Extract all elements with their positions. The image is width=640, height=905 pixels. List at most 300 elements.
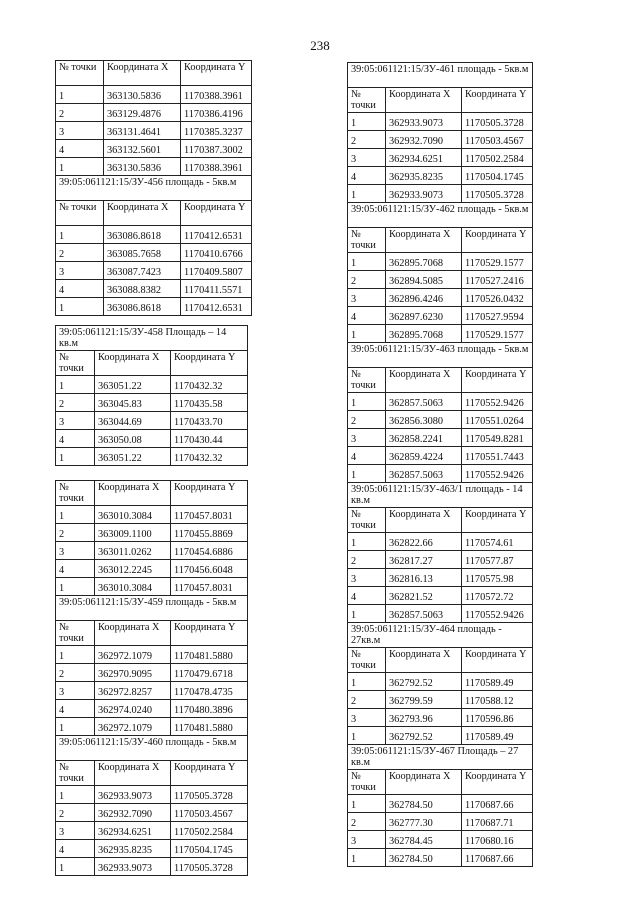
cell-coordinate-x: 363051.22	[95, 448, 171, 466]
cell-coordinate-x: 362972.8257	[95, 682, 171, 700]
cell-point-number: 4	[56, 560, 95, 578]
table-caption: 39:05:061121:15/ЗУ-463/1 площадь - 14 кв.м	[348, 483, 533, 508]
table-header-row	[348, 368, 533, 393]
table-row	[348, 605, 533, 623]
cell-point-number: 1	[56, 376, 95, 394]
header-coordinate-x: Координата X	[386, 508, 462, 533]
cell-coordinate-y: 1170411.5571	[181, 280, 252, 298]
table-caption-row	[56, 326, 248, 351]
table-row	[348, 447, 533, 465]
table-caption-row	[348, 203, 533, 228]
cell-point-number: 1	[56, 86, 104, 104]
cell-coordinate-y: 1170549.8281	[462, 429, 533, 447]
table-row	[56, 448, 248, 466]
table-row	[348, 465, 533, 483]
table-row	[348, 411, 533, 429]
header-coordinate-y: Координата Y	[462, 228, 533, 253]
header-point-number: № точки	[348, 770, 386, 795]
table-caption: 39:05:061121:15/ЗУ-464 площадь - 27кв.м	[348, 623, 533, 648]
cell-coordinate-x: 362933.9073	[386, 113, 462, 131]
table-row	[56, 542, 248, 560]
table-row	[56, 700, 248, 718]
table-row	[56, 786, 248, 804]
cell-point-number: 2	[348, 551, 386, 569]
cell-coordinate-y: 1170502.2584	[462, 149, 533, 167]
cell-coordinate-y: 1170680.16	[462, 831, 533, 849]
cell-coordinate-x: 363010.3084	[95, 578, 171, 596]
header-coordinate-x: Координата X	[95, 761, 171, 786]
cell-coordinate-y: 1170432.32	[171, 448, 248, 466]
header-coordinate-x: Координата X	[95, 351, 171, 376]
table-row	[56, 822, 248, 840]
table-header-row	[348, 508, 533, 533]
table-row	[348, 149, 533, 167]
header-coordinate-x: Координата X	[95, 621, 171, 646]
cell-point-number: 1	[348, 727, 386, 745]
cell-coordinate-x: 363129.4876	[104, 104, 181, 122]
cell-coordinate-y: 1170504.1745	[462, 167, 533, 185]
cell-coordinate-x: 362896.4246	[386, 289, 462, 307]
table-row	[348, 551, 533, 569]
cell-point-number: 3	[56, 412, 95, 430]
cell-coordinate-y: 1170430.44	[171, 430, 248, 448]
header-coordinate-x: Координата X	[386, 770, 462, 795]
cell-coordinate-x: 362816.13	[386, 569, 462, 587]
cell-coordinate-x: 363131.4641	[104, 122, 181, 140]
cell-coordinate-y: 1170481.5880	[171, 718, 248, 736]
cell-coordinate-x: 363088.8382	[104, 280, 181, 298]
cell-coordinate-x: 362934.6251	[386, 149, 462, 167]
cell-point-number: 1	[56, 158, 104, 176]
cell-coordinate-y: 1170479.6718	[171, 664, 248, 682]
cell-coordinate-y: 1170505.3728	[462, 185, 533, 203]
cell-point-number: 1	[56, 226, 104, 244]
table-caption: 39:05:061121:15/ЗУ-467 Площадь – 27 кв.м	[348, 745, 533, 770]
cell-coordinate-y: 1170687.66	[462, 849, 533, 867]
table-row	[56, 244, 252, 262]
cell-coordinate-x: 363132.5601	[104, 140, 181, 158]
table-row	[56, 430, 248, 448]
table-row	[348, 253, 533, 271]
cell-coordinate-x: 362817.27	[386, 551, 462, 569]
table-header-row	[348, 770, 533, 795]
table-row	[56, 280, 252, 298]
table-row	[348, 691, 533, 709]
cell-point-number: 1	[56, 298, 104, 316]
cell-coordinate-x: 362821.52	[386, 587, 462, 605]
cell-coordinate-y: 1170388.3961	[181, 158, 252, 176]
table-row	[56, 86, 252, 104]
cell-coordinate-x: 363085.7658	[104, 244, 181, 262]
cell-coordinate-x: 362894.5085	[386, 271, 462, 289]
cell-point-number: 1	[348, 465, 386, 483]
header-coordinate-y: Координата Y	[462, 368, 533, 393]
cell-coordinate-x: 363011.0262	[95, 542, 171, 560]
cell-coordinate-y: 1170388.3961	[181, 86, 252, 104]
cell-coordinate-x: 363087.7423	[104, 262, 181, 280]
table-caption-row	[56, 736, 248, 761]
header-coordinate-y: Координата Y	[181, 201, 252, 226]
cell-point-number: 1	[348, 673, 386, 691]
table-row	[56, 682, 248, 700]
cell-coordinate-x: 362895.7068	[386, 325, 462, 343]
cell-coordinate-x: 362857.5063	[386, 605, 462, 623]
table-caption: 39:05:061121:15/ЗУ-459 площадь - 5кв.м	[56, 596, 248, 621]
header-point-number: № точки	[56, 201, 104, 226]
cell-coordinate-y: 1170551.7443	[462, 447, 533, 465]
cell-point-number: 4	[348, 167, 386, 185]
cell-coordinate-x: 362970.9095	[95, 664, 171, 682]
cell-coordinate-y: 1170410.6766	[181, 244, 252, 262]
table-row	[56, 376, 248, 394]
header-coordinate-y: Координата Y	[462, 770, 533, 795]
cell-point-number: 4	[348, 307, 386, 325]
table-caption-row	[348, 745, 533, 770]
cell-coordinate-y: 1170687.66	[462, 795, 533, 813]
table-header-row	[56, 761, 248, 786]
cell-point-number: 1	[348, 795, 386, 813]
cell-coordinate-x: 362792.52	[386, 727, 462, 745]
table-row	[56, 140, 252, 158]
cell-point-number: 1	[56, 718, 95, 736]
cell-coordinate-y: 1170589.49	[462, 673, 533, 691]
table-row	[348, 131, 533, 149]
table-caption-row	[348, 623, 533, 648]
cell-coordinate-x: 362784.45	[386, 831, 462, 849]
cell-point-number: 3	[348, 831, 386, 849]
header-coordinate-y: Координата Y	[171, 621, 248, 646]
header-point-number: № точки	[348, 228, 386, 253]
cell-coordinate-x: 362793.96	[386, 709, 462, 727]
table-caption-row	[348, 483, 533, 508]
cell-coordinate-y: 1170412.6531	[181, 226, 252, 244]
cell-coordinate-y: 1170552.9426	[462, 605, 533, 623]
cell-coordinate-x: 363044.69	[95, 412, 171, 430]
table-row	[348, 289, 533, 307]
cell-coordinate-y: 1170412.6531	[181, 298, 252, 316]
page-number: 238	[310, 38, 330, 53]
header-coordinate-y: Координата Y	[171, 481, 248, 506]
header-coordinate-y: Координата Y	[171, 761, 248, 786]
table-row	[56, 298, 252, 316]
right-column	[347, 62, 533, 867]
cell-point-number: 3	[56, 542, 95, 560]
table-row	[348, 393, 533, 411]
table-row	[348, 709, 533, 727]
table-row	[56, 840, 248, 858]
header-coordinate-x: Координата X	[386, 228, 462, 253]
cell-coordinate-y: 1170529.1577	[462, 253, 533, 271]
table-row	[348, 673, 533, 691]
cell-point-number: 2	[348, 131, 386, 149]
header-coordinate-y: Координата Y	[462, 648, 533, 673]
cell-point-number: 1	[348, 325, 386, 343]
cell-coordinate-x: 362933.9073	[95, 786, 171, 804]
cell-coordinate-y: 1170504.1745	[171, 840, 248, 858]
header-point-number: № точки	[348, 88, 386, 113]
cell-coordinate-x: 362897.6230	[386, 307, 462, 325]
cell-point-number: 2	[56, 524, 95, 542]
cell-coordinate-x: 362792.52	[386, 673, 462, 691]
table-row	[56, 718, 248, 736]
cell-coordinate-y: 1170409.5807	[181, 262, 252, 280]
cell-coordinate-y: 1170432.32	[171, 376, 248, 394]
table-row	[348, 429, 533, 447]
cell-point-number: 4	[348, 447, 386, 465]
cell-coordinate-x: 363050.08	[95, 430, 171, 448]
header-coordinate-y: Координата Y	[171, 351, 248, 376]
header-coordinate-x: Координата X	[386, 648, 462, 673]
table-row	[348, 113, 533, 131]
cell-point-number: 2	[56, 664, 95, 682]
table-row	[56, 262, 252, 280]
table-row	[56, 858, 248, 876]
table-header-row	[348, 648, 533, 673]
cell-point-number: 2	[348, 271, 386, 289]
table-row	[56, 226, 252, 244]
table-row	[348, 569, 533, 587]
cell-coordinate-y: 1170551.0264	[462, 411, 533, 429]
cell-point-number: 2	[348, 813, 386, 831]
cell-coordinate-y: 1170596.86	[462, 709, 533, 727]
cell-coordinate-x: 362777.30	[386, 813, 462, 831]
header-coordinate-x: Координата X	[386, 88, 462, 113]
table-row	[56, 394, 248, 412]
table-row	[56, 646, 248, 664]
cell-coordinate-x: 362857.5063	[386, 393, 462, 411]
table-row	[348, 795, 533, 813]
cell-point-number: 3	[348, 289, 386, 307]
cell-point-number: 4	[56, 280, 104, 298]
table-caption: 39:05:061121:15/ЗУ-460 площадь - 5кв.м	[56, 736, 248, 761]
cell-coordinate-x: 362933.9073	[95, 858, 171, 876]
cell-point-number: 1	[56, 858, 95, 876]
coordinates-table-1	[55, 60, 252, 316]
table-row	[56, 578, 248, 596]
cell-coordinate-y: 1170456.6048	[171, 560, 248, 578]
cell-point-number: 1	[348, 113, 386, 131]
table-header-row	[348, 228, 533, 253]
coordinates-table-3	[347, 62, 533, 867]
table-header-row	[56, 621, 248, 646]
cell-point-number: 1	[56, 448, 95, 466]
cell-coordinate-y: 1170552.9426	[462, 465, 533, 483]
cell-point-number: 4	[56, 430, 95, 448]
cell-point-number: 1	[348, 533, 386, 551]
cell-point-number: 3	[56, 682, 95, 700]
cell-coordinate-y: 1170588.12	[462, 691, 533, 709]
header-point-number: № точки	[348, 648, 386, 673]
cell-coordinate-x: 362857.5063	[386, 465, 462, 483]
table-header-row	[56, 351, 248, 376]
cell-coordinate-y: 1170577.87	[462, 551, 533, 569]
cell-coordinate-x: 362932.7090	[95, 804, 171, 822]
table-caption-row	[348, 63, 533, 88]
cell-coordinate-y: 1170687.71	[462, 813, 533, 831]
cell-coordinate-x: 362932.7090	[386, 131, 462, 149]
left-column	[55, 60, 252, 876]
cell-coordinate-y: 1170505.3728	[171, 786, 248, 804]
cell-coordinate-x: 362856.3080	[386, 411, 462, 429]
cell-coordinate-x: 363012.2245	[95, 560, 171, 578]
table-header-row	[56, 201, 252, 226]
cell-coordinate-y: 1170433.70	[171, 412, 248, 430]
table-caption-row	[56, 596, 248, 621]
table-row	[56, 122, 252, 140]
cell-coordinate-x: 362859.4224	[386, 447, 462, 465]
cell-point-number: 4	[56, 840, 95, 858]
cell-coordinate-x: 363051.22	[95, 376, 171, 394]
cell-coordinate-x: 362933.9073	[386, 185, 462, 203]
cell-coordinate-y: 1170527.2416	[462, 271, 533, 289]
cell-coordinate-x: 362822.66	[386, 533, 462, 551]
header-coordinate-x: Координата X	[104, 61, 181, 86]
cell-point-number: 3	[348, 429, 386, 447]
table-row	[348, 849, 533, 867]
header-point-number: № точки	[56, 61, 104, 86]
cell-coordinate-y: 1170387.3002	[181, 140, 252, 158]
header-coordinate-y: Координата Y	[462, 88, 533, 113]
header-coordinate-x: Координата X	[95, 481, 171, 506]
cell-coordinate-y: 1170457.8031	[171, 506, 248, 524]
cell-point-number: 1	[56, 646, 95, 664]
coordinates-table-2	[55, 325, 248, 876]
cell-coordinate-y: 1170435.58	[171, 394, 248, 412]
cell-coordinate-x: 363086.8618	[104, 298, 181, 316]
table-caption: 39:05:061121:15/ЗУ-461 площадь - 5кв.м	[348, 63, 533, 88]
cell-coordinate-x: 362935.8235	[386, 167, 462, 185]
cell-point-number: 1	[56, 506, 95, 524]
table-row	[56, 524, 248, 542]
cell-coordinate-x: 362972.1079	[95, 646, 171, 664]
table-caption-row	[56, 176, 252, 201]
cell-coordinate-y: 1170572.72	[462, 587, 533, 605]
cell-coordinate-y: 1170385.3237	[181, 122, 252, 140]
cell-coordinate-y: 1170526.0432	[462, 289, 533, 307]
table-row	[348, 813, 533, 831]
header-point-number: № точки	[56, 351, 95, 376]
cell-coordinate-x: 363086.8618	[104, 226, 181, 244]
cell-coordinate-y: 1170457.8031	[171, 578, 248, 596]
cell-coordinate-x: 363130.5836	[104, 158, 181, 176]
cell-coordinate-x: 362784.50	[386, 849, 462, 867]
table-caption: 39:05:061121:15/ЗУ-463 площадь - 5кв.м	[348, 343, 533, 368]
cell-point-number: 2	[56, 804, 95, 822]
cell-point-number: 3	[56, 822, 95, 840]
table-row	[56, 506, 248, 524]
cell-point-number: 3	[56, 122, 104, 140]
table-row	[56, 804, 248, 822]
cell-point-number: 1	[348, 253, 386, 271]
cell-point-number: 1	[348, 849, 386, 867]
cell-coordinate-x: 362934.6251	[95, 822, 171, 840]
table-row	[56, 664, 248, 682]
table-row	[348, 185, 533, 203]
table-row	[56, 104, 252, 122]
cell-coordinate-y: 1170480.3896	[171, 700, 248, 718]
header-coordinate-x: Координата X	[104, 201, 181, 226]
cell-coordinate-y: 1170574.61	[462, 533, 533, 551]
table-separator-row	[56, 466, 248, 481]
table-row	[348, 307, 533, 325]
cell-coordinate-x: 362972.1079	[95, 718, 171, 736]
header-point-number: № точки	[56, 761, 95, 786]
cell-point-number: 1	[348, 185, 386, 203]
cell-coordinate-x: 363010.3084	[95, 506, 171, 524]
cell-coordinate-y: 1170481.5880	[171, 646, 248, 664]
header-point-number: № точки	[56, 481, 95, 506]
table-row	[348, 587, 533, 605]
header-coordinate-y: Координата Y	[181, 61, 252, 86]
cell-point-number: 1	[348, 393, 386, 411]
cell-point-number: 2	[348, 691, 386, 709]
cell-coordinate-y: 1170575.98	[462, 569, 533, 587]
cell-point-number: 3	[348, 709, 386, 727]
cell-coordinate-y: 1170502.2584	[171, 822, 248, 840]
header-point-number: № точки	[348, 368, 386, 393]
table-row	[348, 167, 533, 185]
header-coordinate-y: Координата Y	[462, 508, 533, 533]
table-row	[56, 560, 248, 578]
cell-point-number: 1	[56, 578, 95, 596]
cell-coordinate-y: 1170589.49	[462, 727, 533, 745]
cell-coordinate-x: 362858.2241	[386, 429, 462, 447]
cell-point-number: 4	[56, 140, 104, 158]
cell-point-number: 3	[56, 262, 104, 280]
header-point-number: № точки	[348, 508, 386, 533]
table-row	[348, 727, 533, 745]
cell-coordinate-x: 363009.1100	[95, 524, 171, 542]
cell-coordinate-x: 362935.8235	[95, 840, 171, 858]
table-caption: 39:05:061121:15/ЗУ-458 Площадь – 14 кв.м	[56, 326, 248, 351]
cell-coordinate-y: 1170386.4196	[181, 104, 252, 122]
cell-coordinate-x: 363045.83	[95, 394, 171, 412]
table-row	[56, 412, 248, 430]
cell-point-number: 4	[348, 587, 386, 605]
cell-point-number: 1	[56, 786, 95, 804]
table-header-row	[348, 88, 533, 113]
cell-coordinate-y: 1170478.4735	[171, 682, 248, 700]
table-caption: 39:05:061121:15/ЗУ-462 площадь - 5кв.м	[348, 203, 533, 228]
cell-coordinate-y: 1170552.9426	[462, 393, 533, 411]
cell-coordinate-x: 362895.7068	[386, 253, 462, 271]
cell-point-number: 2	[56, 244, 104, 262]
cell-point-number: 3	[348, 569, 386, 587]
cell-coordinate-x: 362799.59	[386, 691, 462, 709]
header-coordinate-x: Координата X	[386, 368, 462, 393]
cell-point-number: 3	[348, 149, 386, 167]
cell-coordinate-y: 1170529.1577	[462, 325, 533, 343]
cell-coordinate-x: 362784.50	[386, 795, 462, 813]
cell-coordinate-y: 1170505.3728	[171, 858, 248, 876]
cell-coordinate-y: 1170527.9594	[462, 307, 533, 325]
cell-coordinate-y: 1170455.8869	[171, 524, 248, 542]
table-caption-row	[348, 343, 533, 368]
cell-coordinate-x: 362974.0240	[95, 700, 171, 718]
cell-point-number: 4	[56, 700, 95, 718]
table-header-row	[56, 61, 252, 86]
table-row	[348, 271, 533, 289]
cell-point-number: 2	[348, 411, 386, 429]
table-caption: 39:05:061121:15/ЗУ-456 площадь - 5кв.м	[56, 176, 252, 201]
cell-coordinate-y: 1170454.6886	[171, 542, 248, 560]
cell-point-number: 2	[56, 104, 104, 122]
table-header-row	[56, 481, 248, 506]
table-row	[348, 325, 533, 343]
cell-coordinate-x: 363130.5836	[104, 86, 181, 104]
cell-coordinate-y: 1170503.4567	[171, 804, 248, 822]
cell-coordinate-y: 1170505.3728	[462, 113, 533, 131]
